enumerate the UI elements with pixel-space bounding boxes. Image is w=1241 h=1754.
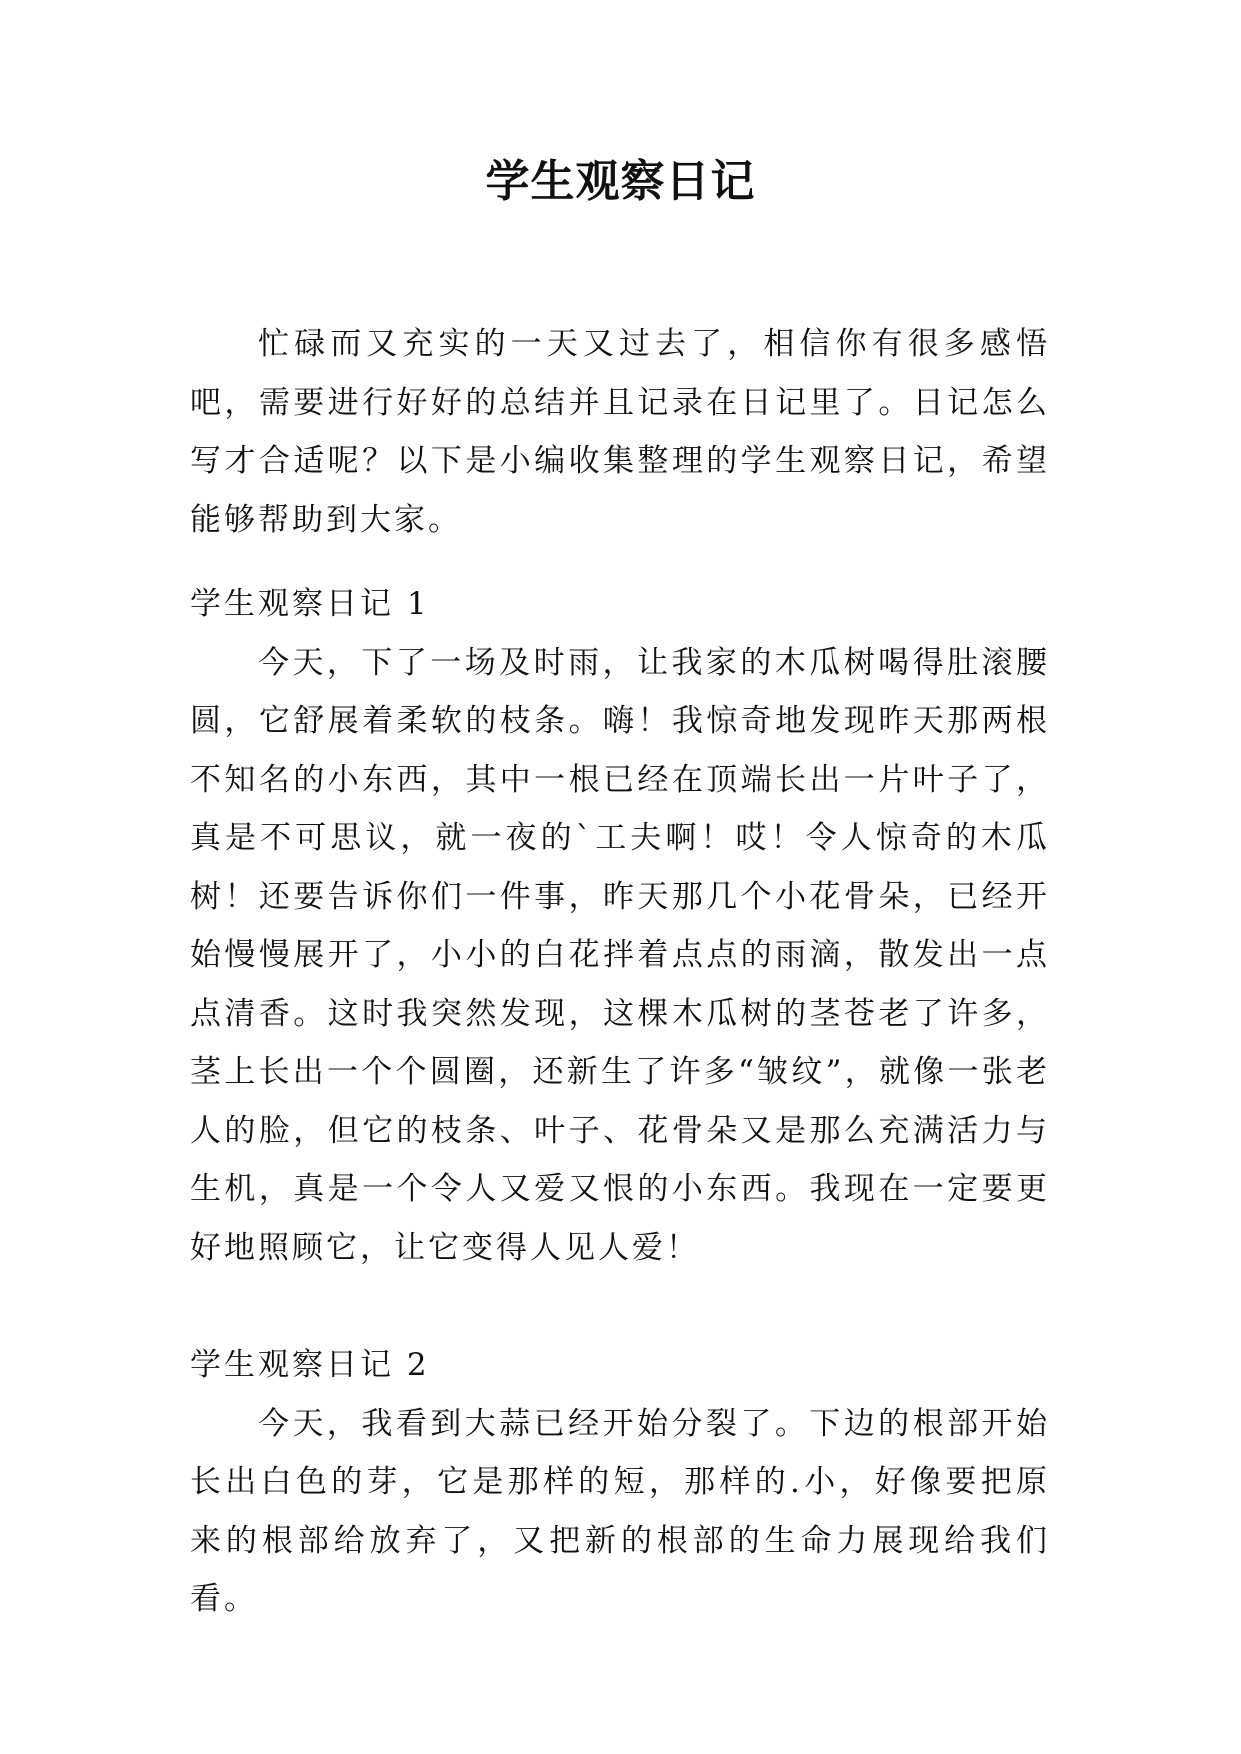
page-title: 学生观察日记	[485, 156, 756, 207]
entry-heading: 学生观察日记 2	[190, 1347, 430, 1383]
entry-body: 今天，下了一场及时雨，让我家的木瓜树喝得肚滚腰圆，它舒展着柔软的枝条。嗨！我惊奇地发现昨天那两根不知名的小东西，其中一根已经在顶端长出一片叶子了，真是不可思议，就一夜的`工夫啊！哎！令人惊奇的木瓜树！还要告诉你们一件事，昨天那几个小花骨朵，已经开始慢慢展开了，小小的白花拌着点点的雨滴，散发出一点点清香。这时我突然发现，这棵木瓜树的茎苍老了许多，茎上长出一个个圆圈，还新生了许多“皱纹”，就像一张老人的脸，但它的枝条、叶子、花骨朵又是那么充满活力与生机，真是一个令人又爱又恨的小东西。我现在一定要更好地照顾它，让它变得人见人爱！	[190, 644, 1050, 1266]
entry-heading: 学生观察日记 1	[190, 586, 430, 622]
intro-section	[190, 315, 1050, 549]
entry-body: 今天，我看到大蒜已经开始分裂了。下边的根部开始长出白色的芽，它是那样的短，那样的.小，好像要把原来的根部给放弃了，又把新的根部的生命力展现给我们看。	[190, 1405, 1050, 1617]
diary-entry-1	[190, 575, 1050, 1277]
intro-paragraph: 忙碌而又充实的一天又过去了，相信你有很多感悟吧，需要进行好好的总结并且记录在日记里了。日记怎么写才合适呢？以下是小编收集整理的学生观察日记，希望能够帮助到大家。	[190, 326, 1050, 538]
diary-entry-2	[190, 1336, 1050, 1629]
